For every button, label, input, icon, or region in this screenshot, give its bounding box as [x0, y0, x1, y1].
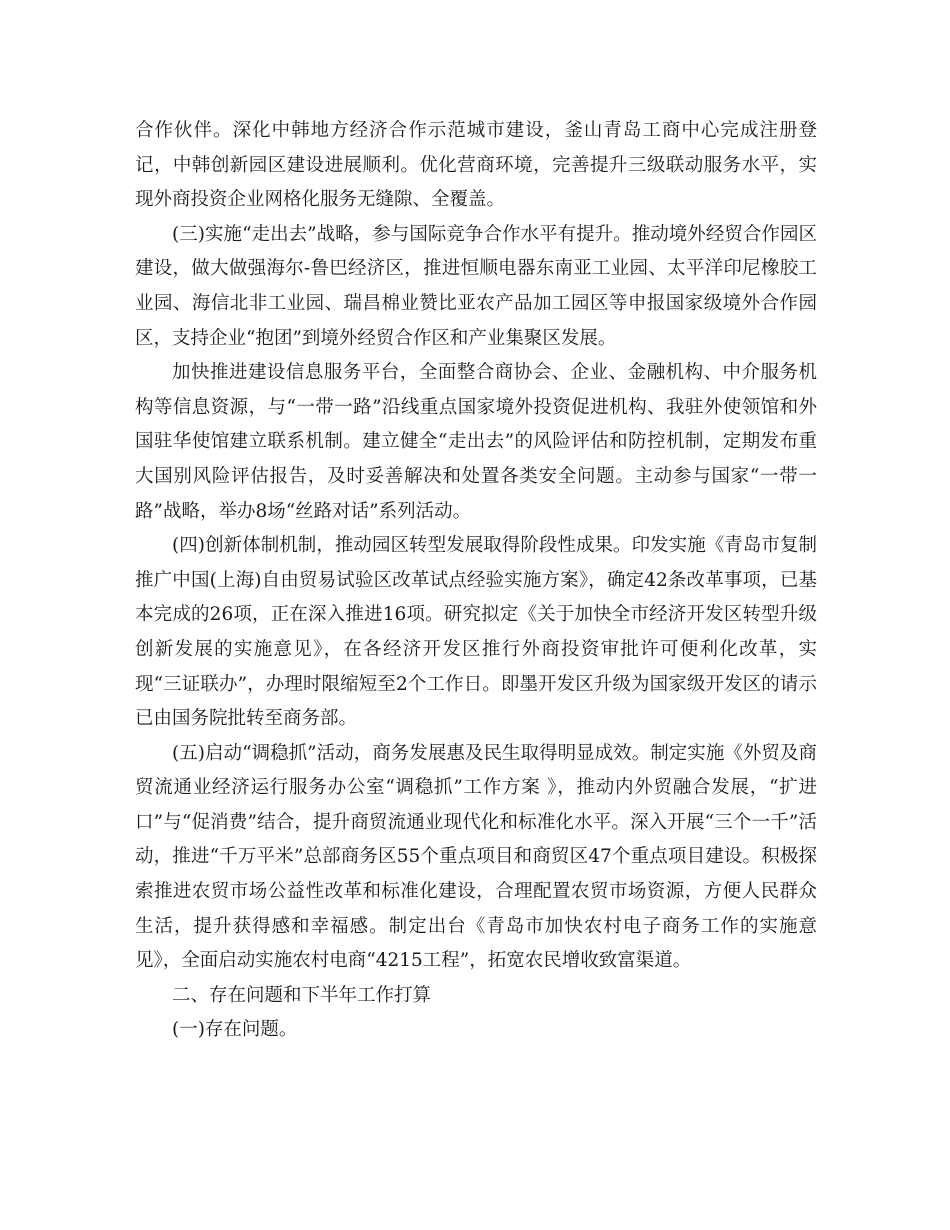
heading-problems-and-plans: 二、存在问题和下半年工作打算: [172, 984, 432, 1006]
paragraph-section-5-stabilize-campaign: (五)启动“调稳抓”活动，商务发展惠及民生取得明显成效。制定实施《外贸及商贸流通业经济运行服务办公室“调稳抓”工作方案 》，推动内外贸融合发展，“扩进口”与“促消费”结合，提升商贸流通业现代化和标准化水平。深入开展“三个一千”活动，推进“千万平米”总部商务区55个重点项目和商贸区47个重点项目建设。积极探索推进农贸市场公益性改革和标准化建设，合理配置农贸市场资源，方便人民群众生活，提升获得感和幸福感。制定出台《青岛市加快农村电子商务工作的实施意见》，全面启动实施农村电商“4215工程”，拓宽农民增收致富渠道。: [135, 742, 817, 972]
paragraph-section-3-going-global: (三)实施“走出去”战略，参与国际竞争合作水平有提升。推动境外经贸合作园区建设，做大做强海尔-鲁巴经济区，推进恒顺电器东南亚工业园、太平洋印尼橡胶工业园、海信北非工业园、瑞昌棉业赞比亚农产品加工园区等申报国家级境外合作园区，支持企业“抱团”到境外经贸合作区和产业集聚区发展。: [135, 223, 817, 349]
paragraph-section-4-institutional-innovation: (四)创新体制机制，推动园区转型发展取得阶段性成果。印发实施《青岛市复制推广中国(上海)自由贸易试验区改革试点经验实施方案》，确定42条改革事项，已基本完成的26项，正在深入推进16项。研究拟定《关于加快全市经济开发区转型升级创新发展的实施意见》，在各经济开发区推行外商投资审批许可便利化改革，实现“三证联办”，办理时限缩短至2个工作日。即墨开发区升级为国家级开发区的请示已由国务院批转至商务部。: [135, 535, 817, 730]
paragraph-info-service-platform: 加快推进建设信息服务平台，全面整合商协会、企业、金融机构、中介服务机构等信息资源，与“一带一路”沿线重点国家境外投资促进机构、我驻外使领馆和外国驻华使馆建立联系机制。建立健全“走出去”的风险评估和防控机制，定期发布重大国别风险评估报告，及时妥善解决和处置各类安全问题。主动参与国家“一带一路”战略，举办8场“丝路对话”系列活动。: [135, 362, 817, 522]
paragraph-continuation: 合作伙伴。深化中韩地方经济合作示范城市建设，釜山青岛工商中心完成注册登记，中韩创新园区建设进展顺利。优化营商环境，完善提升三级联动服务水平，实现外商投资企业网格化服务无缝隙、全覆盖。: [135, 120, 817, 211]
subheading-existing-problems: (一)存在问题。: [172, 1019, 298, 1041]
document-body: [135, 114, 817, 1048]
